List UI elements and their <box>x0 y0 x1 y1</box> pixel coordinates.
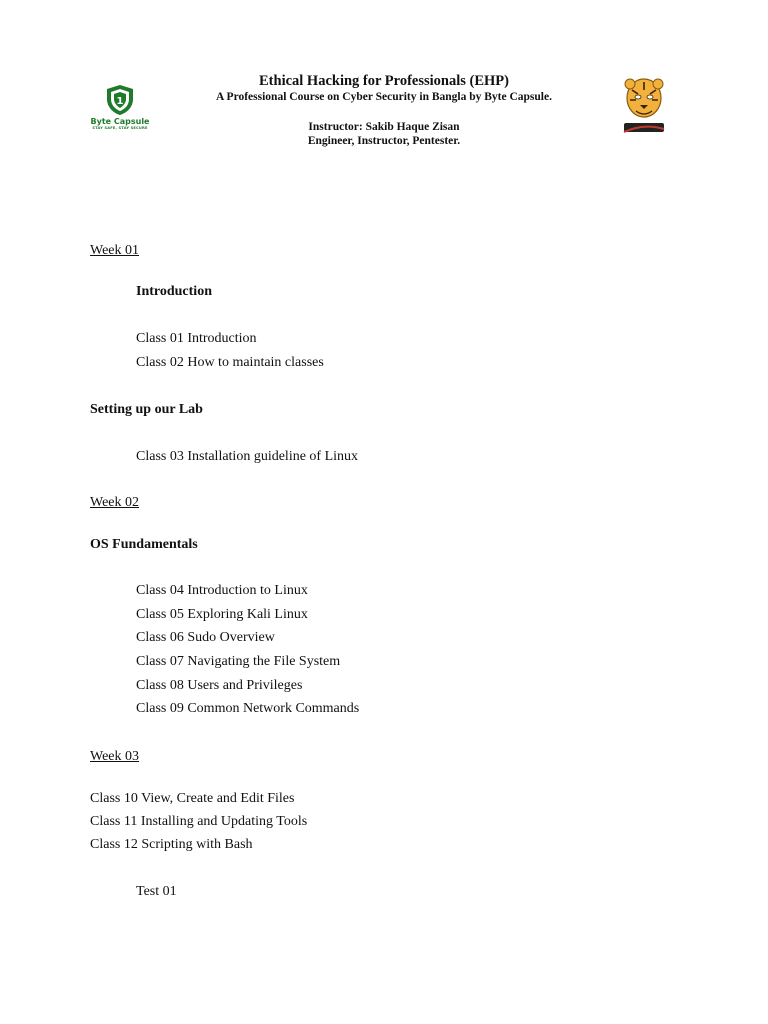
byte-capsule-logo <box>88 84 152 136</box>
class-item: Class 04 Introduction to Linux <box>136 583 308 598</box>
class-item: Class 02 How to maintain classes <box>136 355 324 370</box>
course-title: Ethical Hacking for Professionals (EHP) <box>259 73 509 89</box>
class-item: Class 06 Sudo Overview <box>136 630 275 645</box>
class-item: Class 12 Scripting with Bash <box>90 837 253 852</box>
brand-tagline: STAY SAFE, STAY SECURE <box>92 126 148 130</box>
class-item: Class 05 Exploring Kali Linux <box>136 607 308 622</box>
class-item: Class 01 Introduction <box>136 331 257 346</box>
instructor-name: Instructor: Sakib Haque Zisan <box>308 121 460 133</box>
brand-name: Byte Capsule <box>90 117 150 126</box>
os-fundamentals-heading: OS Fundamentals <box>90 537 198 552</box>
shield-icon <box>105 84 135 116</box>
course-subtitle: A Professional Course on Cyber Security in Bangla by Byte Capsule. <box>216 91 552 103</box>
week-02-label: Week 02 <box>90 495 140 510</box>
lab-heading: Setting up our Lab <box>90 402 203 417</box>
class-item: Class 11 Installing and Updating Tools <box>90 814 308 829</box>
svg-text:1: 1 <box>116 96 124 107</box>
class-item: Class 10 View, Create and Edit Files <box>90 791 295 806</box>
class-item: Class 09 Common Network Commands <box>136 701 360 716</box>
week-03-label: Week 03 <box>90 749 140 764</box>
test-item: Test 01 <box>136 884 177 899</box>
class-item: Class 08 Users and Privileges <box>136 678 303 693</box>
class-item: Class 07 Navigating the File System <box>136 654 341 669</box>
class-item: Class 03 Installation guideline of Linux <box>136 449 359 464</box>
tiger-icon <box>620 76 668 138</box>
tiger-logo <box>620 76 668 138</box>
instructor-role: Engineer, Instructor, Pentester. <box>307 135 461 147</box>
week-01-label: Week 01 <box>90 243 140 258</box>
introduction-heading: Introduction <box>136 284 212 299</box>
